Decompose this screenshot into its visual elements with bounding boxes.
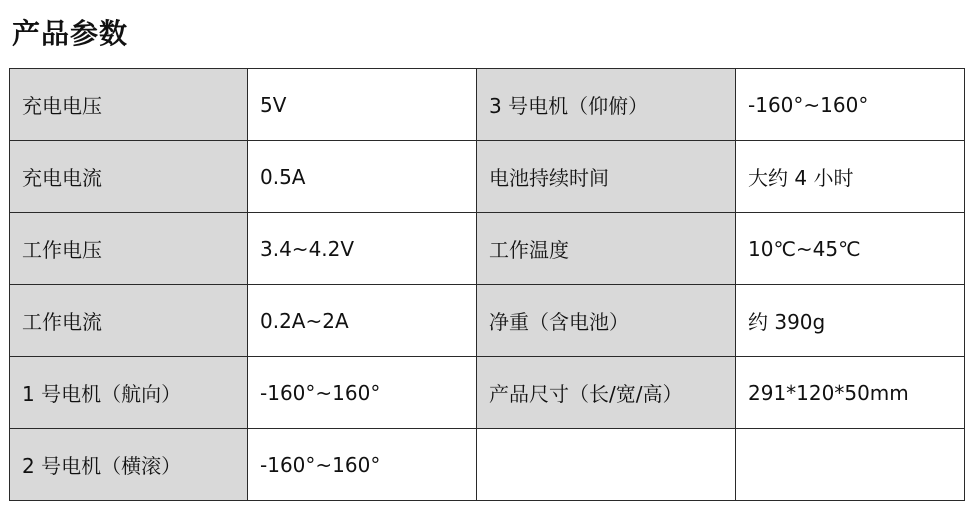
spec-value: 约 390g: [736, 285, 965, 357]
spec-value: 0.5A: [248, 141, 477, 213]
spec-value: 大约 4 小时: [736, 141, 965, 213]
spec-label: 电池持续时间: [477, 141, 736, 213]
spec-label: 工作温度: [477, 213, 736, 285]
spec-value: -160°~160°: [736, 69, 965, 141]
page-title: 产品参数: [12, 17, 129, 50]
table-row: [10, 141, 965, 213]
table-row: [10, 285, 965, 357]
spec-value: 5V: [248, 69, 477, 141]
table-row: [10, 69, 965, 141]
spec-value: -160°~160°: [248, 429, 477, 501]
spec-label: 3 号电机（仰俯）: [477, 69, 736, 141]
empty-cell: [736, 429, 965, 501]
spec-value: 0.2A~2A: [248, 285, 477, 357]
spec-label: 充电电压: [10, 69, 248, 141]
spec-value: 291*120*50mm: [736, 357, 965, 429]
empty-cell: [477, 429, 736, 501]
table-row: [10, 429, 965, 501]
table-row: [10, 357, 965, 429]
spec-value: 10℃~45℃: [736, 213, 965, 285]
spec-label: 1 号电机（航向）: [10, 357, 248, 429]
spec-label: 产品尺寸（长/宽/高）: [477, 357, 736, 429]
spec-table: [9, 68, 965, 501]
spec-label: 2 号电机（横滚）: [10, 429, 248, 501]
spec-label: 工作电流: [10, 285, 248, 357]
spec-label: 净重（含电池）: [477, 285, 736, 357]
spec-label: 工作电压: [10, 213, 248, 285]
spec-value: -160°~160°: [248, 357, 477, 429]
spec-value: 3.4~4.2V: [248, 213, 477, 285]
spec-label: 充电电流: [10, 141, 248, 213]
table-row: [10, 213, 965, 285]
